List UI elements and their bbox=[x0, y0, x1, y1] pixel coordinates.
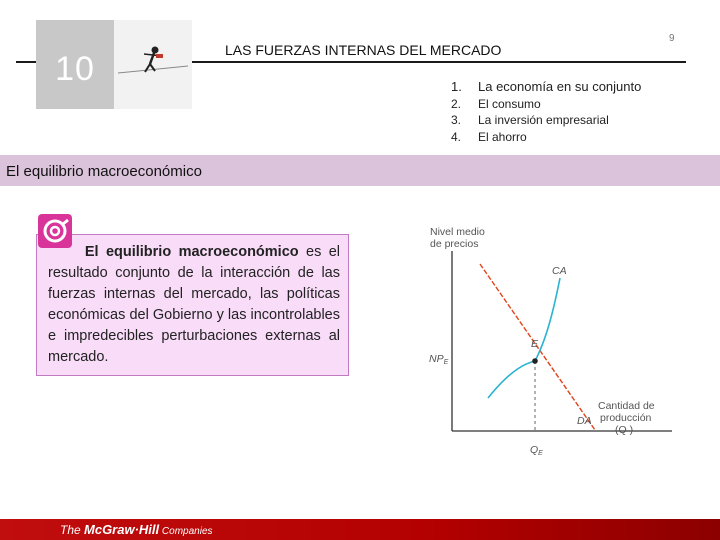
toc-item-label: La inversión empresarial bbox=[478, 113, 609, 127]
toc-item bbox=[451, 96, 641, 113]
quantity-label: QE bbox=[530, 444, 543, 457]
chapter-number: 10 bbox=[55, 50, 95, 88]
x-axis-label-line1: Cantidad de bbox=[598, 400, 655, 412]
table-of-contents bbox=[451, 78, 641, 145]
toc-item bbox=[451, 78, 641, 96]
x-axis-label-line2: producción bbox=[600, 412, 652, 424]
section-title: El equilibrio macroeconómico bbox=[6, 163, 202, 180]
publisher-logo: The McGraw·Hill Companies bbox=[60, 522, 213, 537]
series-line-ca bbox=[488, 278, 560, 398]
page-number: 9 bbox=[669, 33, 675, 44]
toc-item-number: 2. bbox=[451, 96, 462, 111]
toc-item bbox=[451, 112, 641, 129]
x-axis-label-line3: (Q ) bbox=[615, 424, 634, 436]
definition-term: El equilibrio macroeconómico bbox=[84, 244, 299, 260]
series-label-ca: CA bbox=[552, 265, 567, 277]
equilibrium-point bbox=[532, 358, 538, 364]
toc-item-number: 3. bbox=[451, 113, 462, 127]
toc-item-number: 4. bbox=[451, 129, 462, 144]
series-label-da: DA bbox=[577, 415, 592, 427]
toc-item-label: El ahorro bbox=[478, 129, 527, 144]
definition-body: es el resultado conjunto de la interacción de las fuerzas internas del mercado, las políticas económicas del Gobierno y las incontrolables e impredecibles perturbaciones externas al mercado. bbox=[48, 244, 340, 365]
price-label: NPE bbox=[429, 353, 449, 366]
toc-item bbox=[451, 129, 641, 146]
equilibrium-chart bbox=[402, 218, 682, 468]
definition-text bbox=[48, 242, 340, 368]
tightrope-walker-icon bbox=[114, 20, 192, 109]
toc-item-number: 1. bbox=[451, 79, 462, 94]
toc-item-label: La economía en su conjunto bbox=[478, 79, 642, 94]
y-axis-label-line2: de precios bbox=[430, 238, 479, 250]
equilibrium-label: E bbox=[531, 338, 539, 350]
toc-item-label: El consumo bbox=[478, 96, 541, 111]
y-axis-label-line1: Nivel medio bbox=[430, 226, 485, 238]
page-title: LAS FUERZAS INTERNAS DEL MERCADO bbox=[225, 42, 502, 58]
